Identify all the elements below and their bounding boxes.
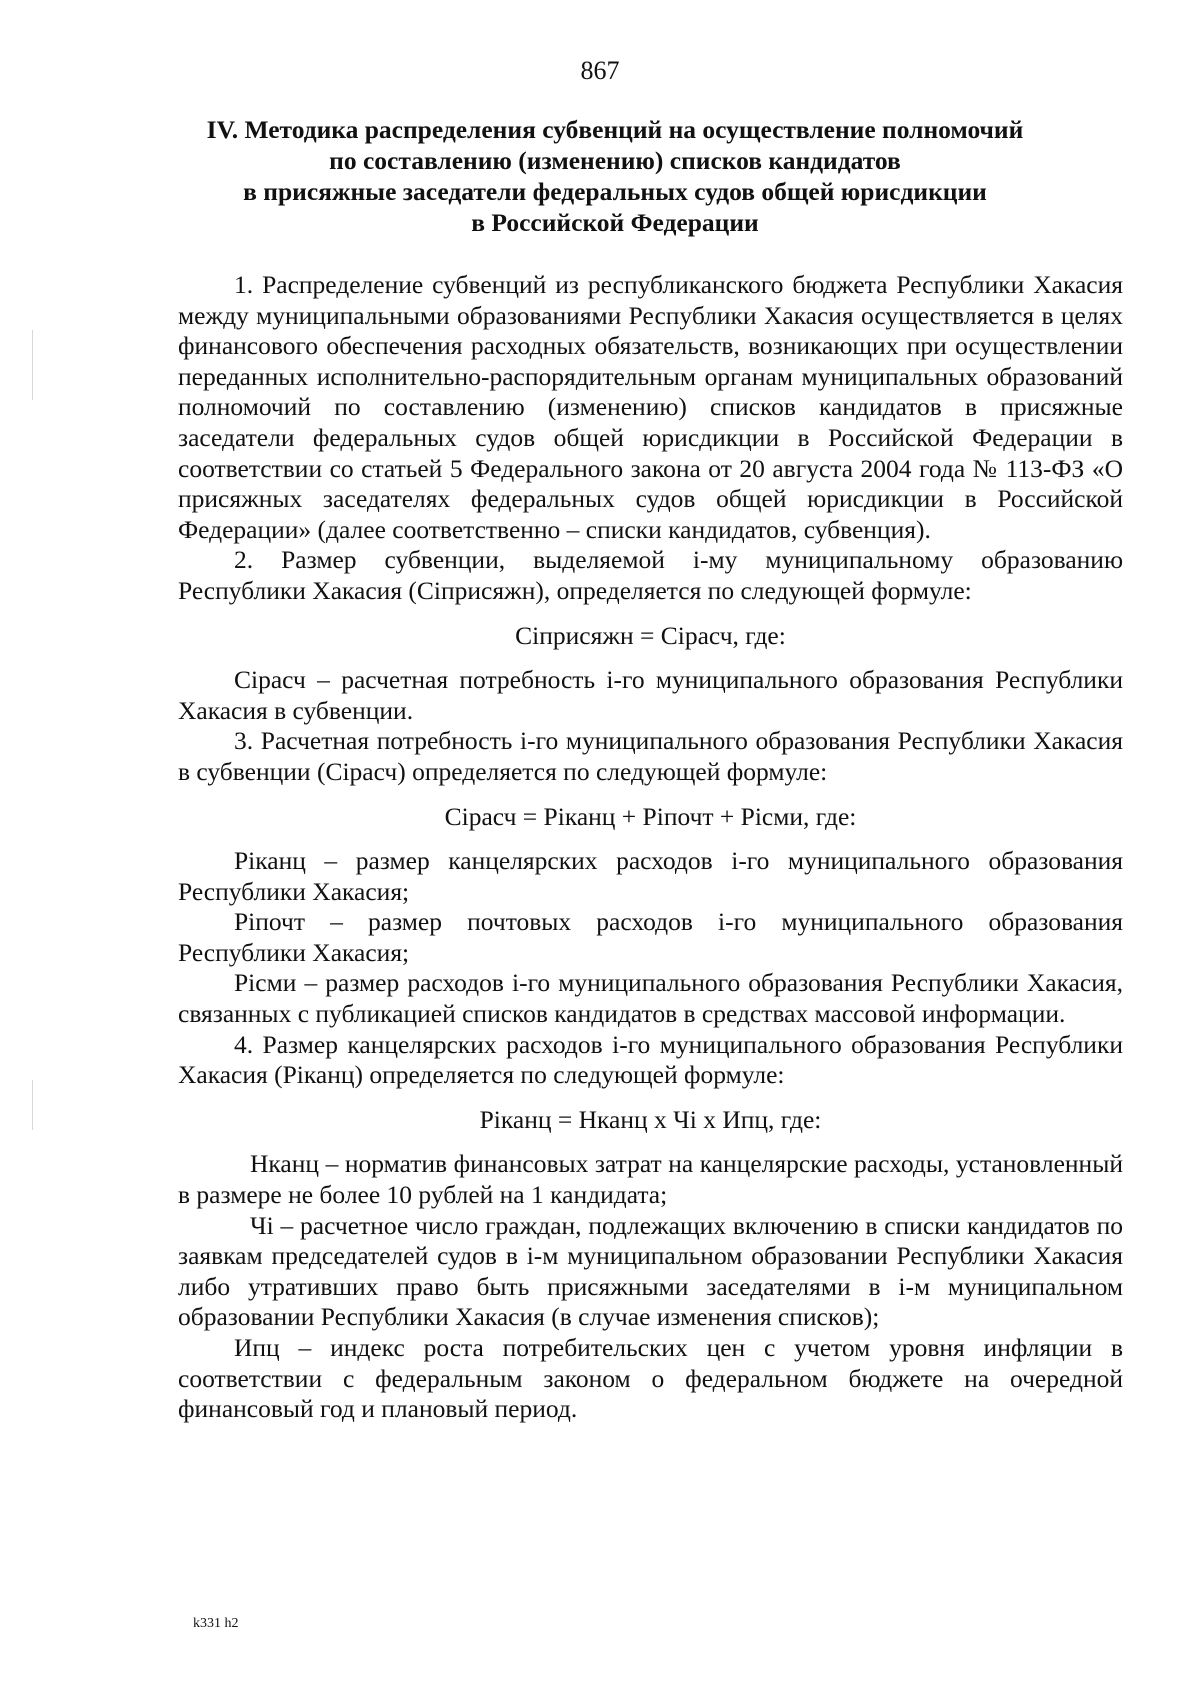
definition-rikanc: Рiканц – размер канцелярских расходов i-го муниципального образования Республики Хакасия;	[178, 846, 1123, 906]
heading-line: в присяжные заседатели федеральных судов общей юрисдикции	[243, 177, 987, 206]
paragraph-1: 1. Распределение субвенций из республиканского бюджета Республики Хакасия между муниципальными образованиями Республики Хакасия осуществляется в целях финансового обеспечения расходных обязательств, возникающих при осуществлении переданных исполнительно-распорядительным органам муниципальных образований полномочий по составлению (изменению) списков кандидатов в присяжные заседатели федеральных судов общей юрисдикции в Российской Федерации в соответствии со статьей 5 Федерального закона от 20 августа 2004 года № 113-ФЗ «О присяжных заседателях федеральных судов общей юрисдикции в Российской Федерации» (далее соответственно – списки кандидатов, субвенция).	[178, 270, 1123, 544]
document-body	[178, 270, 1123, 1425]
formula-office-costs: Рiканц = Нканц х Чi х Ипц, где:	[479, 1104, 822, 1134]
formula-subvention: Сiприсяжн = Сiрасч, где:	[515, 620, 786, 650]
scan-edge-mark	[32, 1080, 33, 1130]
paragraph-3: 3. Расчетная потребность i-го муниципального образования Республики Хакасия в субвенции (Сiрасч) определяется по следующей формуле:	[178, 726, 1123, 786]
heading-line: в Российской Федерации	[471, 208, 759, 237]
definition-ipc: Ипц – индекс роста потребительских цен с учетом уровня инфляции в соответствии с федеральным законом о федеральном бюджете на очередной финансовый год и плановый период.	[178, 1333, 1123, 1424]
scan-edge-mark	[32, 330, 33, 400]
definition-chi: Чi – расчетное число граждан, подлежащих включению в списки кандидатов по заявкам председателей судов в i-м муниципальном образовании Республики Хакасия либо утративших право быть присяжными заседателями в i-м муниципальном образовании Республики Хакасия (в случае изменения списков);	[178, 1210, 1123, 1332]
footer-code: k331 h2	[193, 1616, 239, 1631]
definition-ripocht: Рiпочт – размер почтовых расходов i-го муниципального образования Республики Хакасия;	[178, 907, 1123, 967]
definition-rismi: Рiсми – размер расходов i-го муниципального образования Республики Хакасия, связанных с публикацией списков кандидатов в средствах массовой информации.	[178, 968, 1123, 1029]
definition-nkanc: Нканц – норматив финансовых затрат на канцелярские расходы, установленный в размере не более 10 рублей на 1 кандидата;	[178, 1149, 1123, 1210]
page-number: 867	[580, 56, 620, 85]
heading-line: IV. Методика распределения субвенций на осуществление полномочий	[206, 115, 1024, 144]
paragraph-4: 4. Размер канцелярских расходов i-го муниципального образования Республики Хакасия (Рiканц) определяется по следующей формуле:	[178, 1029, 1123, 1090]
formula-need: Сiрасч = Рiканц + Рiпочт + Рiсми, где:	[444, 801, 857, 831]
paragraph-2: 2. Размер субвенции, выделяемой i-му муниципальному образованию Республики Хакасия (Сiприсяжн), определяется по следующей формуле:	[178, 545, 1123, 605]
definition-sirasch: Сiрасч – расчетная потребность i-го муниципального образования Республики Хакасия в субвенции.	[178, 665, 1123, 725]
section-heading	[150, 114, 1080, 238]
heading-line: по составлению (изменению) списков кандидатов	[329, 146, 901, 175]
